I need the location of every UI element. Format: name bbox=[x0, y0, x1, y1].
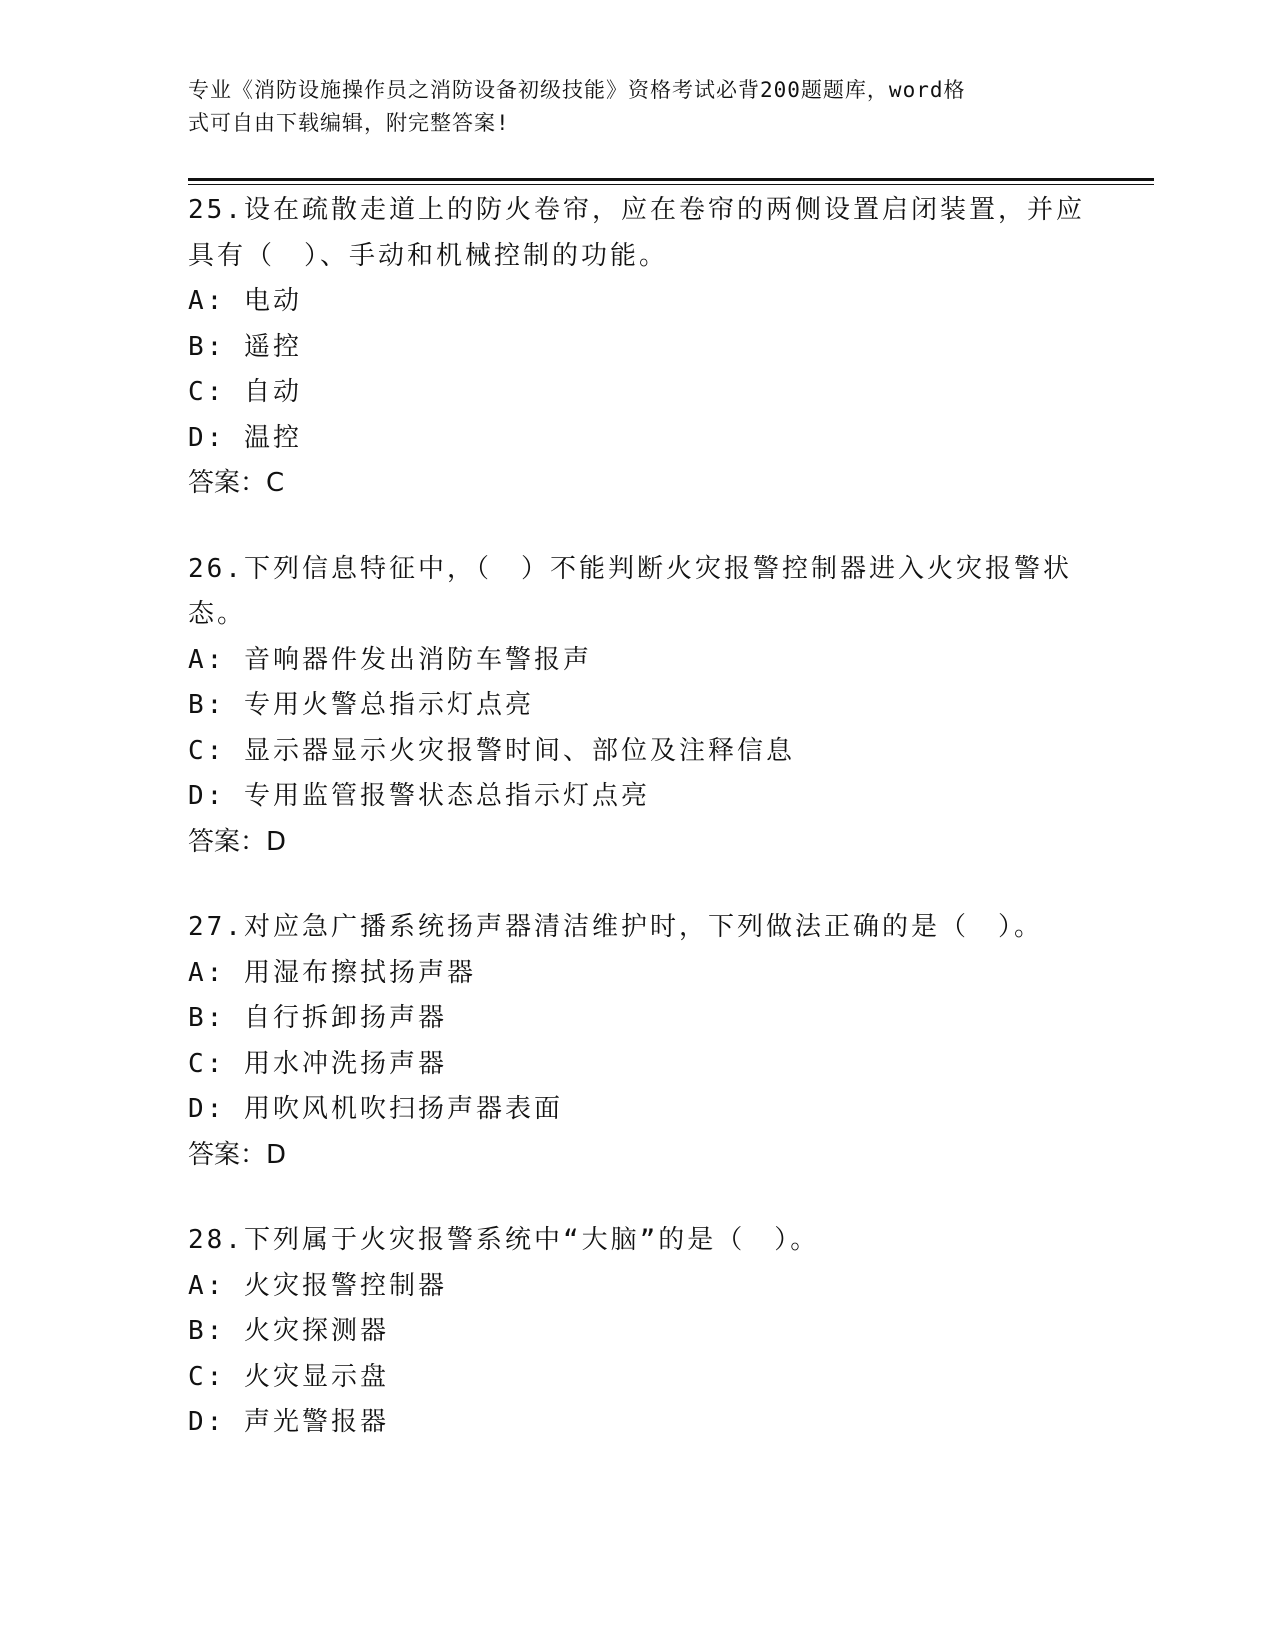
option-d: D: 声光警报器 bbox=[188, 1407, 389, 1437]
option-d: D: 温控 bbox=[188, 422, 302, 453]
answer: 答案：D bbox=[188, 1139, 287, 1170]
question-list bbox=[188, 188, 1088, 1486]
option-c: C: 显示器显示火灾报警时间、部位及注释信息 bbox=[188, 735, 795, 766]
option-a: A: 火灾报警控制器 bbox=[188, 1270, 447, 1301]
option-a: A: 用湿布擦拭扬声器 bbox=[188, 957, 476, 988]
option-c: C: 自动 bbox=[188, 377, 302, 407]
answer: 答案：D bbox=[188, 826, 287, 857]
question-stem: 27.对应急广播系统扬声器清洁维护时，下列做法正确的是（ ）。 bbox=[188, 912, 1043, 942]
question-stem: 25.设在疏散走道上的防火卷帘，应在卷帘的两侧设置启闭装置，并应 bbox=[188, 195, 1085, 225]
document-header bbox=[188, 74, 1068, 140]
answer: 答案：C bbox=[188, 468, 285, 498]
option-b: B: 遥控 bbox=[188, 331, 302, 362]
header-line-1: 专业《消防设施操作员之消防设备初级技能》资格考试必背200题题库，word格 bbox=[188, 78, 966, 102]
question-25 bbox=[188, 188, 1088, 507]
option-c: C: 用水冲洗扬声器 bbox=[188, 1048, 447, 1079]
question-stem-continued: 态。 bbox=[188, 599, 247, 629]
header-line-2: 式可自由下载编辑，附完整答案! bbox=[188, 111, 510, 135]
option-d: D: 专用监管报警状态总指示灯点亮 bbox=[188, 781, 650, 811]
question-stem: 26.下列信息特征中，（ ）不能判断火灾报警控制器进入火灾报警状 bbox=[188, 553, 1072, 584]
question-26 bbox=[188, 547, 1088, 866]
option-a: A: 电动 bbox=[188, 286, 302, 316]
option-c: C: 火灾显示盘 bbox=[188, 1361, 389, 1392]
option-d: D: 用吹风机吹扫扬声器表面 bbox=[188, 1094, 563, 1124]
option-a: A: 音响器件发出消防车警报声 bbox=[188, 644, 592, 675]
option-b: B: 火灾探测器 bbox=[188, 1316, 389, 1346]
option-b: B: 自行拆卸扬声器 bbox=[188, 1003, 447, 1033]
question-stem: 28.下列属于火灾报警系统中“大脑”的是（ ）。 bbox=[188, 1225, 820, 1255]
question-27 bbox=[188, 905, 1088, 1178]
header-divider-thick bbox=[188, 178, 1154, 181]
question-stem-continued: 具有（ ）、手动和机械控制的功能。 bbox=[188, 240, 669, 271]
header-divider-thin bbox=[188, 184, 1154, 185]
question-28 bbox=[188, 1218, 1088, 1446]
option-b: B: 专用火警总指示灯点亮 bbox=[188, 690, 534, 720]
